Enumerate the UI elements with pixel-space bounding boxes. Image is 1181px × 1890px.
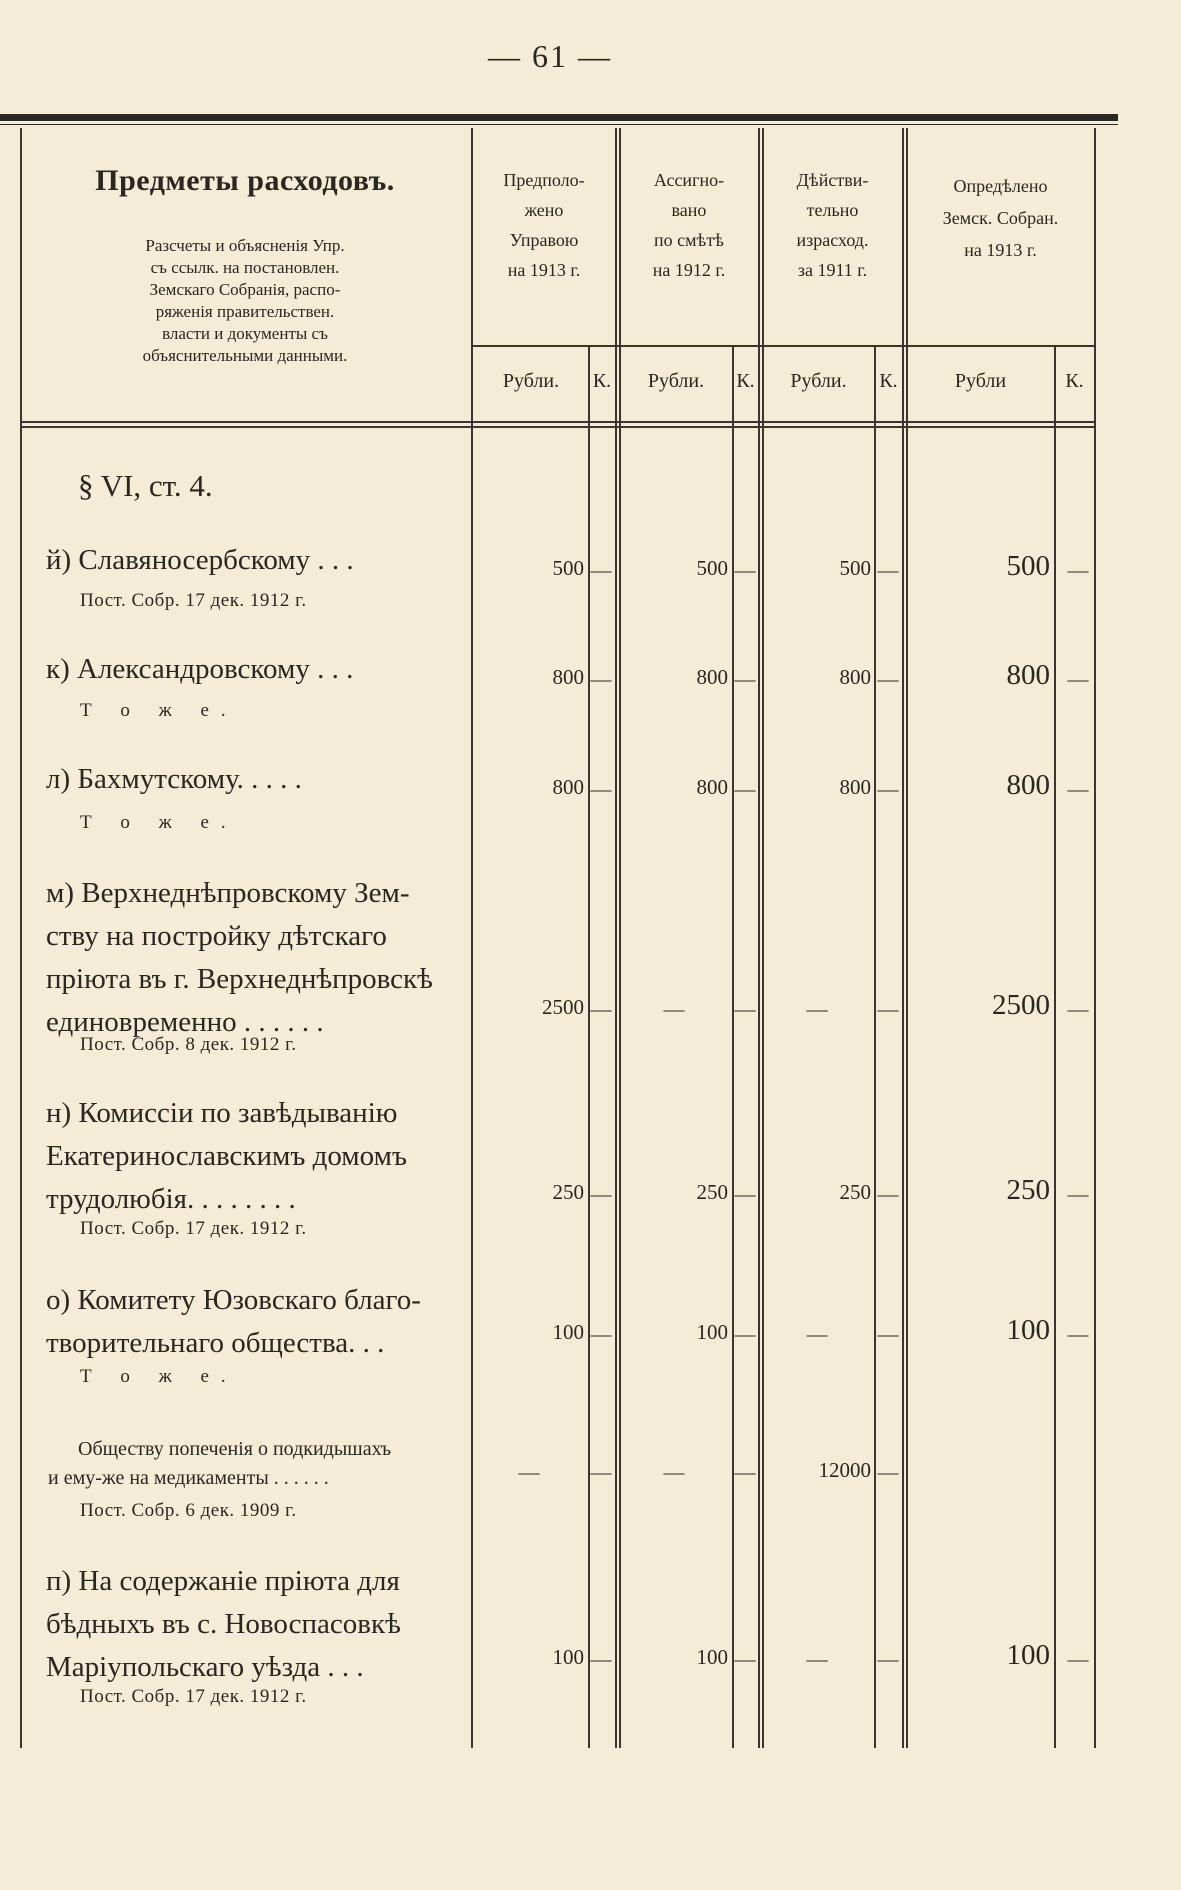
row-label-line: и ему-же на медикаменты . . . . . . (48, 1467, 329, 1489)
table-cell-rubles: 800 (696, 775, 728, 799)
table-cell-rubles: — (663, 997, 685, 1021)
header-description-line: Земскаго Собранія, распо- (149, 280, 341, 299)
table-cell-kopecks: — (1067, 1182, 1089, 1206)
table-cell-kopecks: — (1067, 1322, 1089, 1346)
table-cell-kopecks: — (1067, 558, 1089, 582)
table-cell-rubles: 100 (696, 1320, 728, 1344)
table-cell-rubles: 800 (839, 775, 871, 799)
row-label-line: творительнаго общества. . . (46, 1327, 385, 1359)
table-row-label (46, 1560, 471, 1689)
col-divider-desc (471, 128, 473, 1748)
table-cell-rubles: — (806, 1322, 828, 1346)
header-bottom-2 (20, 426, 1094, 428)
table-row-label (46, 1092, 471, 1221)
row-label-line: бѣдныхъ въ с. Новоспасовкѣ (46, 1608, 401, 1640)
row-note: Пост. Собр. 8 дек. 1912 г. (80, 1034, 297, 1055)
column-header-line: на 1912 г. (652, 260, 726, 280)
table-cell-rubles: 500 (839, 556, 871, 580)
row-label-line: ству на постройку дѣтскаго (46, 920, 387, 952)
row-label-line: Маріупольскаго уѣзда . . . (46, 1651, 364, 1683)
table-row-label (46, 539, 471, 582)
unit-rubles: Рубли. (502, 370, 560, 392)
column-header-line: Дѣйстви- (796, 170, 869, 190)
col-divider-2-end (758, 128, 760, 1748)
table-cell-kopecks: — (1067, 777, 1089, 801)
table-cell-kopecks: — (734, 1322, 756, 1346)
column-header-line: Земск. Собран. (942, 208, 1059, 228)
table-row-label (46, 648, 471, 691)
table-row-label (48, 1435, 473, 1493)
table-row-label (46, 758, 471, 801)
table-cell-rubles: 100 (696, 1645, 728, 1669)
table-cell-rubles: 100 (1006, 1314, 1050, 1346)
header-description (90, 235, 400, 367)
header-description-line: съ ссылк. на постановлен. (150, 258, 340, 277)
table-cell-kopecks: — (590, 997, 612, 1021)
table-cell-rubles: 250 (839, 1180, 871, 1204)
table-cell-kopecks: — (734, 777, 756, 801)
table-cell-rubles: 2500 (542, 995, 584, 1019)
column-header-line: Предполо- (503, 170, 585, 190)
table-cell-rubles: 800 (1006, 659, 1050, 691)
table-cell-kopecks: — (590, 1182, 612, 1206)
table-cell-kopecks: — (877, 1182, 899, 1206)
unit-kopecks: К. (736, 370, 755, 392)
table-cell-kopecks: — (734, 997, 756, 1021)
unit-kopecks: К. (592, 370, 612, 392)
table-cell-kopecks: — (590, 558, 612, 582)
header-rule-thick (0, 114, 1118, 121)
table-cell-rubles: 500 (696, 556, 728, 580)
section-title: § VI, ст. 4. (78, 468, 213, 503)
table-cell-kopecks: — (1067, 1647, 1089, 1671)
column-header-line: Опредѣлено (953, 176, 1048, 196)
table-cell-rubles: 12000 (818, 1458, 871, 1482)
header-description-line: ряженія правительствен. (155, 302, 335, 321)
table-cell-rubles: 800 (552, 665, 584, 689)
unit-kopecks: К. (1065, 370, 1084, 392)
row-note: Пост. Собр. 6 дек. 1909 г. (80, 1500, 297, 1521)
table-cell-rubles: 100 (552, 1645, 584, 1669)
table-cell-kopecks: — (590, 1322, 612, 1346)
col-divider-2-kop (732, 345, 734, 1748)
col-divider-1-end (615, 128, 617, 1748)
row-note: Пост. Собр. 17 дек. 1912 г. (80, 1686, 307, 1707)
row-label-line: Екатеринославскимъ домомъ (46, 1140, 407, 1172)
col-divider-3-end (902, 128, 904, 1748)
row-label-line: н) Комиссіи по завѣдыванію (46, 1097, 398, 1129)
table-cell-kopecks: — (590, 1647, 612, 1671)
table-cell-rubles: 2500 (992, 989, 1050, 1021)
row-label-line: м) Верхнеднѣпровскому Зем- (46, 877, 410, 909)
table-cell-kopecks: — (877, 1647, 899, 1671)
unit-rubles: Рубли (954, 370, 1007, 392)
column-header-line: по смѣтѣ (654, 230, 724, 250)
unit-kopecks: К. (879, 370, 898, 392)
table-cell-rubles: 800 (552, 775, 584, 799)
table-cell-kopecks: — (734, 1182, 756, 1206)
header-title: Предметы расходовъ. (95, 164, 395, 197)
column-header-line: Ассигно- (653, 170, 725, 190)
table-cell-kopecks: — (1067, 997, 1089, 1021)
table-cell-kopecks: — (734, 1647, 756, 1671)
col-divider-4-kop (1054, 345, 1056, 1748)
column-header-line: на 1913 г. (964, 240, 1037, 260)
row-label-line: к) Александровскому . . . (46, 653, 354, 685)
table-cell-kopecks: — (734, 667, 756, 691)
row-note: Т о ж е. (80, 700, 238, 721)
table-cell-rubles: 100 (552, 1320, 584, 1344)
col-divider-1-kop (588, 345, 590, 1748)
row-label-line: трудолюбія. . . . . . . . (46, 1183, 296, 1215)
table-cell-kopecks: — (590, 777, 612, 801)
row-label-line: о) Комитету Юзовскаго благо- (46, 1284, 421, 1316)
column-header-line: Управою (509, 230, 579, 250)
row-note: Т о ж е. (80, 1366, 238, 1387)
table-cell-kopecks: — (877, 997, 899, 1021)
unit-rubles: Рубли. (647, 370, 705, 392)
table-cell-rubles: 250 (552, 1180, 584, 1204)
column-header-proposed (474, 165, 614, 285)
table-cell-rubles: — (518, 1460, 540, 1484)
row-label-line: й) Славяносербскому . . . (46, 544, 354, 576)
table-cell-kopecks: — (877, 1460, 899, 1484)
table-cell-rubles: 250 (1006, 1174, 1050, 1206)
row-note: Пост. Собр. 17 дек. 1912 г. (80, 590, 307, 611)
table-cell-rubles: 500 (552, 556, 584, 580)
row-label-line: л) Бахмутскому. . . . . (46, 763, 302, 795)
table-cell-kopecks: — (734, 1460, 756, 1484)
table-cell-rubles: 800 (839, 665, 871, 689)
table-cell-kopecks: — (1067, 667, 1089, 691)
table-cell-rubles: 250 (696, 1180, 728, 1204)
row-label-line: пріюта въ г. Верхнеднѣпровскѣ (46, 963, 433, 995)
row-note: Пост. Собр. 17 дек. 1912 г. (80, 1218, 307, 1239)
table-cell-kopecks: — (877, 558, 899, 582)
table-cell-rubles: — (806, 1647, 828, 1671)
row-label-line: единовременно . . . . . . (46, 1006, 324, 1038)
row-label-line: п) На содержаніе пріюта для (46, 1565, 400, 1597)
column-header-determined (907, 170, 1094, 266)
col-divider-4-end (1094, 128, 1096, 1748)
table-cell-rubles: 800 (696, 665, 728, 689)
column-header-assigned (620, 165, 758, 285)
page-number: — 61 — (488, 38, 612, 74)
column-header-line: израсход. (796, 230, 869, 250)
unit-rubles: Рубли. (790, 370, 847, 392)
header-description-line: власти и документы съ (162, 324, 328, 343)
table-cell-kopecks: — (877, 1322, 899, 1346)
header-bottom-1 (20, 421, 1094, 423)
row-label-line: Обществу попеченія о подкидышахъ (78, 1438, 392, 1460)
table-cell-rubles: — (663, 1460, 685, 1484)
table-cell-rubles: — (806, 997, 828, 1021)
column-header-line: вано (671, 200, 707, 220)
table-cell-kopecks: — (734, 558, 756, 582)
table-cell-rubles: 500 (1006, 550, 1050, 582)
table-row-label (46, 1279, 471, 1365)
column-header-line: на 1913 г. (507, 260, 581, 280)
table-cell-kopecks: — (877, 777, 899, 801)
unit-row-top (472, 345, 1094, 347)
table-cell-kopecks: — (590, 1460, 612, 1484)
header-description-line: объяснительными данными. (142, 346, 348, 365)
col-divider-3-kop (874, 345, 876, 1748)
column-header-line: жено (524, 200, 564, 220)
table-cell-kopecks: — (590, 667, 612, 691)
column-header-line: за 1911 г. (797, 260, 868, 280)
table-row-label (46, 872, 471, 1044)
column-header-actual (763, 165, 902, 285)
column-header-line: тельно (806, 200, 859, 220)
table-cell-rubles: 100 (1006, 1639, 1050, 1671)
table-cell-rubles: 800 (1006, 769, 1050, 801)
row-note: Т о ж е. (80, 812, 238, 833)
header-description-line: Разсчеты и объясненія Упр. (145, 236, 345, 255)
header-rule-thin (0, 124, 1118, 125)
table-cell-kopecks: — (877, 667, 899, 691)
